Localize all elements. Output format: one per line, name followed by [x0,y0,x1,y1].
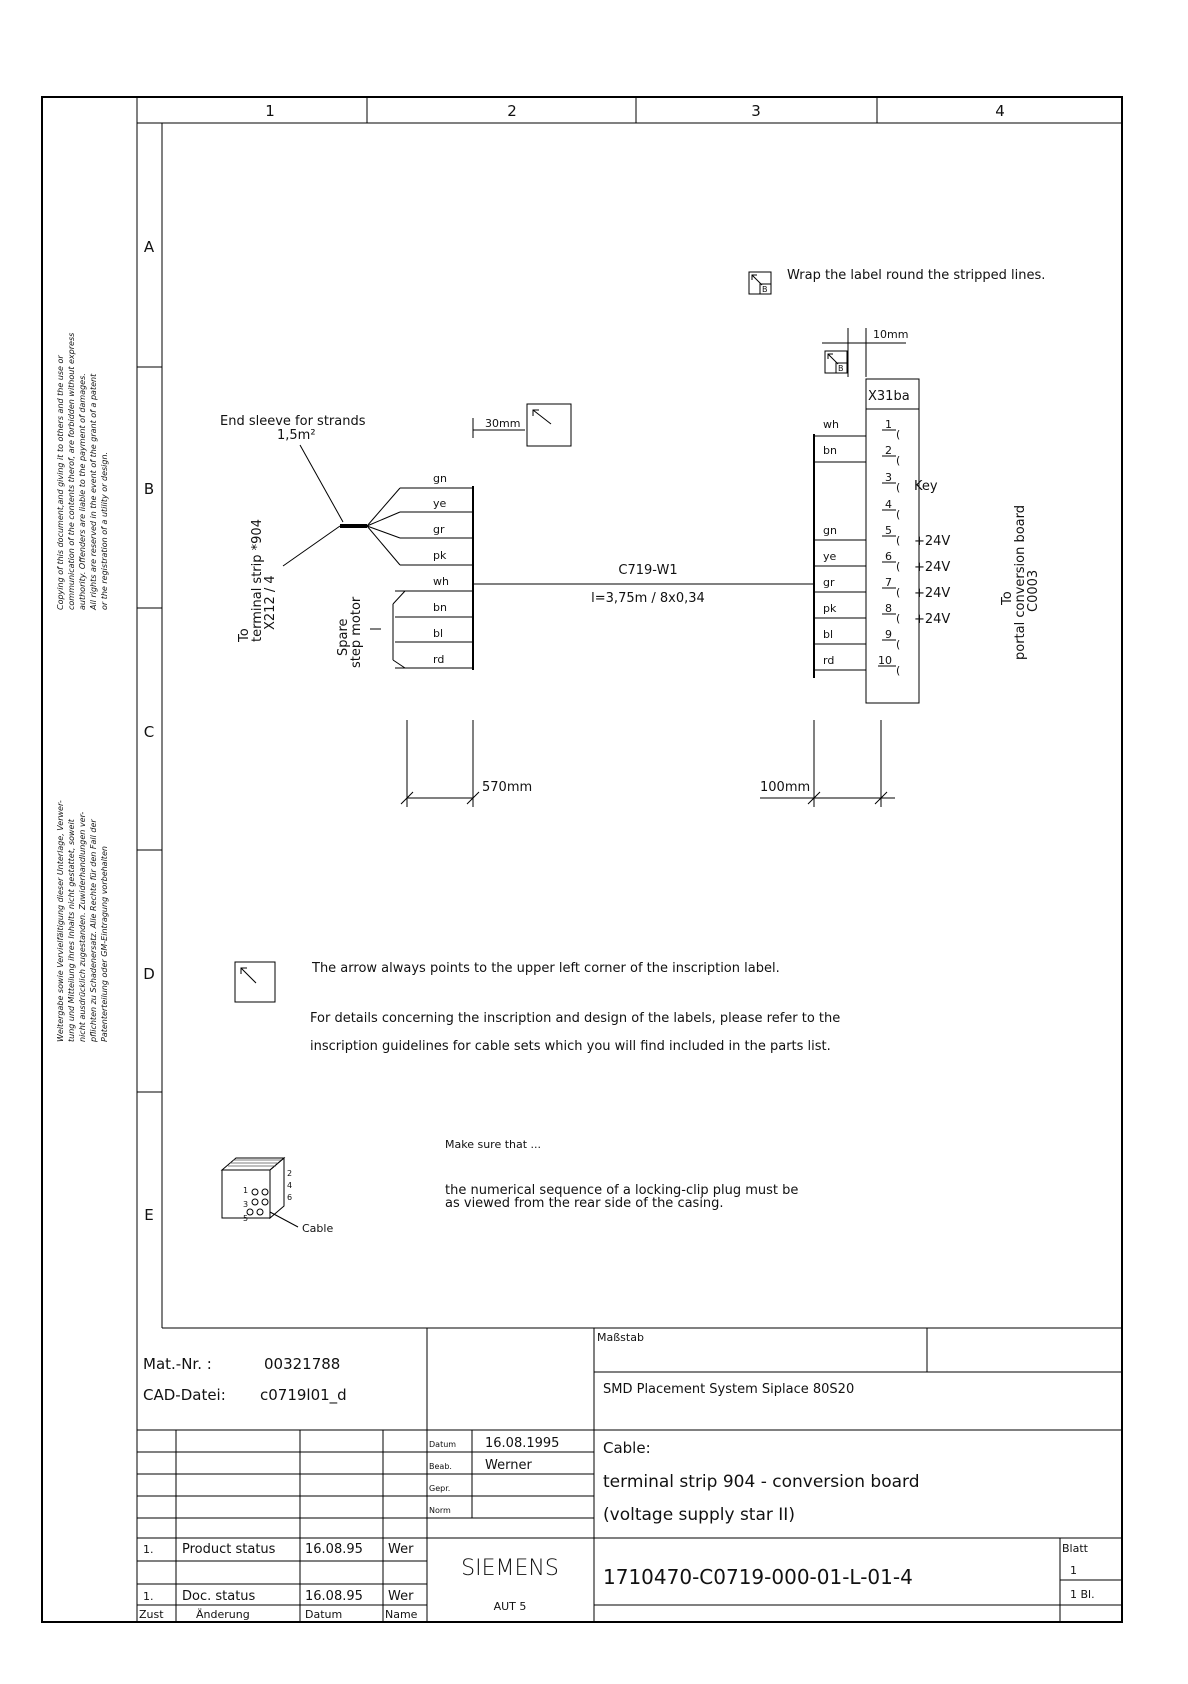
pin-number: 7 [885,576,892,589]
wire-label: bn [823,444,837,457]
voltage-label: +24V [914,586,951,601]
name-column-header: Name [385,1608,418,1621]
cable-run [473,563,814,606]
inscription-notes [235,961,840,1211]
copyright-notice-de [56,800,109,1043]
to-label: To [237,628,252,642]
revision-date: 16.08.95 [305,1589,363,1604]
plug-pin-number: 3 [243,1200,249,1209]
wire-label: gn [433,472,447,485]
pin-contact: ( [896,560,901,573]
revision-text: Doc. status [182,1589,256,1604]
pin-number: 2 [885,444,892,457]
title-cable-label: Cable: [603,1439,651,1457]
dimension-100mm: 100mm [760,780,811,795]
label-arrow-icon [527,404,571,446]
drawing-title-line: terminal strip 904 - conversion board [603,1472,920,1492]
pin-number: 5 [885,524,892,537]
drawing-title-line: (voltage supply star II) [603,1505,795,1525]
pin-number: 9 [885,628,892,641]
pin-number: 6 [885,550,892,563]
dimension-10mm: 10mm [873,328,909,341]
wire-label: ye [433,497,447,510]
terminal-strip-name: terminal strip *904 [250,519,265,642]
pin-contact: ( [896,534,901,547]
wire-label: wh [823,418,839,431]
grid-row-label: E [144,1206,154,1224]
grid-column-label: 1 [265,102,275,120]
voltage-label: +24V [914,534,951,549]
connector-pin [882,444,900,467]
cad-file-value: c0719l01_d [260,1386,347,1404]
label-arrow-icon [235,962,275,1002]
plug-pin-number: 2 [287,1169,293,1178]
label-letter: B [762,285,768,294]
connector-pin [882,628,900,651]
grid-row-label: A [143,238,155,256]
grid-column-label: 4 [995,102,1005,120]
scale-label: Maßstab [597,1331,644,1344]
wire-label: wh [433,575,449,588]
pin-number: 1 [885,418,892,431]
division-label: AUT 5 [493,1600,527,1613]
board-code: C0003 [1026,569,1041,612]
connector-pins [878,418,900,677]
title-block [137,1328,1122,1622]
cad-file-label: CAD-Datei: [143,1386,226,1404]
drawn-by-label: Beab. [429,1462,452,1471]
wire-label: bn [433,601,447,614]
plug-pin-number: 4 [287,1181,293,1190]
grid-row-labels [143,238,155,1224]
connector-x31ba-box [866,379,919,703]
pin-contact: ( [896,508,901,521]
grid-row-label: C [143,723,155,741]
arrow-note: The arrow always points to the upper left corner of the inscription label. [312,961,780,976]
wire-label: rd [433,653,445,666]
pin-contact: ( [896,586,901,599]
grid-column-label: 2 [507,102,517,120]
cable-callout: Cable [302,1222,334,1235]
wire-label: pk [823,602,837,615]
locking-clip-plug-drawing [222,1158,333,1235]
copyright-line: tung und Mitteilung ihres Inhalts nicht gestattet, soweit [67,819,76,1042]
pin-contact: ( [896,428,901,441]
spare-label: Spare [336,618,351,656]
connector-pin [882,602,900,625]
to-label: To [1000,591,1015,605]
cable-spec: l=3,75m / 8x0,34 [591,591,705,606]
terminal-strip-label [237,519,278,643]
board-name: portal conversion board [1013,505,1028,660]
label-letter: B [838,364,844,373]
revision-name: Wer [388,1589,414,1604]
wire-label: bl [823,628,834,641]
end-sleeve-label: End sleeve for strands [220,414,366,429]
wrap-label-text: Wrap the label round the stripped lines. [787,268,1046,283]
wire-label: gn [823,524,837,537]
copyright-line: or the registration of a utility or design. [100,451,109,610]
label-b-icon [749,272,771,294]
left-cable-end [220,404,571,807]
dimension-30mm: 30mm [485,417,521,430]
copyright-line: Weitergabe sowie Vervielfältigung dieser Unterlage, Verwer- [56,800,65,1042]
connector-pin [882,471,900,494]
date-value: 16.08.1995 [485,1436,560,1451]
pin-number: 8 [885,602,892,615]
grid-row-label: D [143,965,155,983]
revision-number: 1. [143,1543,154,1556]
status-column-header: Zust [139,1608,164,1621]
system-name: SMD Placement System Siplace 80S20 [603,1382,855,1397]
copyright-notice-en [56,333,109,611]
revision-date: 16.08.95 [305,1542,363,1557]
wire-label: bl [433,627,444,640]
revision-text: Product status [182,1542,276,1557]
plug-pin-number: 6 [287,1193,293,1202]
cable-name: C719-W1 [618,563,678,578]
copyright-line: Patenterteilung oder GM-Eintragung vorbehalten [100,846,109,1042]
sheet-number: 1 [1070,1564,1077,1577]
copyright-line: nicht ausdrücklich zugestanden. Zuwiderhandlungen ver- [78,811,87,1042]
sheet-label: Blatt [1062,1542,1088,1555]
make-sure-note: Make sure that ... [445,1138,542,1151]
pin-contact: ( [896,638,901,651]
date-column-header: Datum [305,1608,343,1621]
grid-column-labels [265,102,1005,120]
wire-label: ye [823,550,837,563]
step-motor-label: step motor [349,596,364,668]
right-cable-end [760,328,1041,807]
plug-pin-number: 1 [243,1186,249,1195]
pin-number: 3 [885,471,892,484]
details-note-line: For details concerning the inscription and design of the labels, please refer to the [310,1011,841,1026]
grid-row-label: B [143,480,155,498]
sheet-total: 1 Bl. [1070,1588,1095,1601]
connector-pin [882,498,900,521]
wire-label: gr [823,576,835,589]
terminal-strip-pin: X212 / 4 [263,575,278,630]
wrap-label-note [749,268,1045,294]
copyright-line: pflichten zu Schadenersatz. Alle Rechte für den Fall der [89,819,98,1042]
voltage-label: +24V [914,560,951,575]
pin-contact: ( [896,454,901,467]
end-sleeve-size: 1,5m² [277,428,316,443]
drawn-by-value: Werner [485,1458,532,1473]
revision-number: 1. [143,1590,154,1603]
connector-pin [882,524,900,547]
pin-contact: ( [896,612,901,625]
date-label: Datum [429,1440,457,1449]
connector-pin [882,576,900,599]
sequence-note-line: as viewed from the rear side of the casing. [445,1196,724,1211]
copyright-line: Copying of this document,and giving it to others and the use or [56,355,65,610]
grid-column-label: 3 [751,102,761,120]
wire-label: pk [433,549,447,562]
connector-pin [878,654,900,677]
pin-contact: ( [896,481,901,494]
norm-label: Norm [429,1506,451,1515]
key-label: Key [914,479,938,494]
dimension-570mm: 570mm [482,780,533,795]
copyright-line: authority. Offenders are liable to the payment of damages. [78,373,87,610]
revision-name: Wer [388,1542,414,1557]
label-b-icon [825,351,847,373]
copyright-line: All rights are reserved in the event of the grant of a patent [89,373,98,610]
drawing-number: 1710470-C0719-000-01-L-01-4 [603,1565,913,1589]
connector-pin [882,418,900,441]
checked-label: Gepr. [429,1484,451,1493]
copyright-line: communication of the contents therof, are forbidden without express [67,332,76,610]
mat-nr-value: 00321788 [264,1355,341,1373]
voltage-label: +24V [914,612,951,627]
sequence-note-line: the numerical sequence of a locking-clip plug must be [445,1183,799,1198]
plug-pin-number: 5 [243,1214,249,1223]
pin-number: 4 [885,498,892,511]
change-column-header: Änderung [196,1608,250,1621]
board-label [1000,505,1041,660]
details-note-line: inscription guidelines for cable sets which you will find included in the parts list. [310,1039,831,1054]
connector-pin [882,550,900,573]
pin-number: 10 [878,654,892,667]
spare-motor-label [336,596,364,668]
mat-nr-label: Mat.-Nr. : [143,1355,212,1373]
connector-name: X31ba [868,389,910,404]
company-logo-text: SIEMENS [461,1556,559,1581]
wire-label: gr [433,523,445,536]
pin-contact: ( [896,664,901,677]
wire-label: rd [823,654,835,667]
